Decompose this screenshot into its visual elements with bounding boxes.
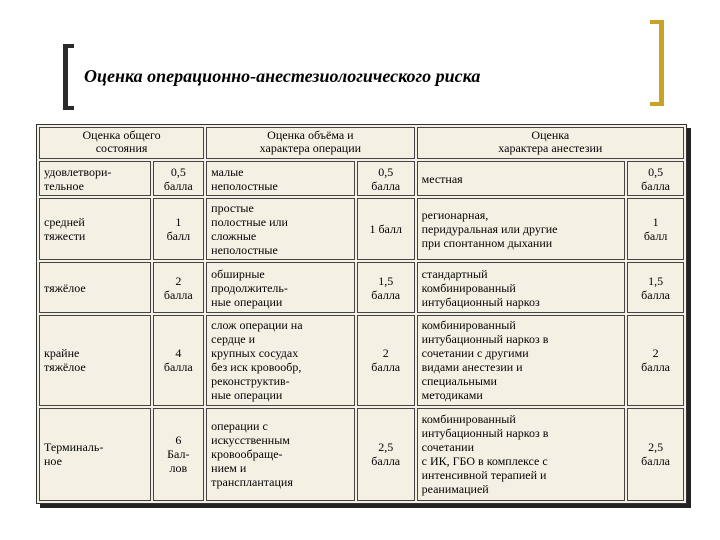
anesthesia-cell: стандартный комбинированный интубационный наркоз <box>417 262 626 313</box>
state-score-cell: 1 балл <box>153 198 205 261</box>
state-cell: тяжёлое <box>39 262 151 313</box>
state-score-cell: 2 балла <box>153 262 205 313</box>
operation-cell: обширные продолжитель- ные операции <box>206 262 355 313</box>
operation-score-cell: 2 балла <box>357 315 415 406</box>
header-general-state: Оценка общего состояния <box>39 127 204 159</box>
state-cell: удовлетвори- тельное <box>39 161 151 195</box>
operation-score-cell: 2,5 балла <box>357 408 415 501</box>
anesthesia-score-cell: 1 балл <box>627 198 684 261</box>
table-row <box>39 198 684 261</box>
anesthesia-score-cell: 0,5 балла <box>627 161 684 195</box>
table-row <box>39 408 684 501</box>
anesthesia-cell: местная <box>417 161 626 195</box>
risk-table-frame <box>36 124 687 504</box>
anesthesia-score-cell: 2,5 балла <box>627 408 684 501</box>
table-row <box>39 262 684 313</box>
operation-score-cell: 0,5 балла <box>357 161 415 195</box>
anesthesia-cell: комбинированный интубационный наркоз в сочетании с другими видами анестезии и специальными методиками <box>417 315 626 406</box>
anesthesia-score-cell: 1,5 балла <box>627 262 684 313</box>
header-anesthesia: Оценка характера анестезии <box>417 127 684 159</box>
header-operation: Оценка объёма и характера операции <box>206 127 414 159</box>
anesthesia-cell: комбинированный интубационный наркоз в сочетании с ИК, ГБО в комплексе с интенсивной терапией и реанимацией <box>417 408 626 501</box>
title-bracket-right <box>650 20 664 106</box>
anesthesia-cell: регионарная, перидуральная или другие при спонтанном дыхании <box>417 198 626 261</box>
page-title: Оценка операционно-анестезиологического риска <box>84 66 481 86</box>
state-score-cell: 0,5 балла <box>153 161 205 195</box>
state-cell: крайне тяжёлое <box>39 315 151 406</box>
risk-table <box>37 125 686 503</box>
operation-cell: слож операции на сердце и крупных сосудах без иск кровообр, реконструктив- ные операции <box>206 315 355 406</box>
operation-score-cell: 1 балл <box>357 198 415 261</box>
title-bracket-left <box>63 44 74 110</box>
operation-cell: малые неполостные <box>206 161 355 195</box>
operation-cell: простые полостные или сложные неполостные <box>206 198 355 261</box>
table-row <box>39 161 684 195</box>
anesthesia-score-cell: 2 балла <box>627 315 684 406</box>
state-cell: средней тяжести <box>39 198 151 261</box>
table-row <box>39 315 684 406</box>
operation-score-cell: 1,5 балла <box>357 262 415 313</box>
state-score-cell: 6 Бал- лов <box>153 408 205 501</box>
operation-cell: операции с искусственным кровообраще- нием и трансплантация <box>206 408 355 501</box>
table-header-row <box>39 127 684 159</box>
state-cell: Терминаль- ное <box>39 408 151 501</box>
state-score-cell: 4 балла <box>153 315 205 406</box>
